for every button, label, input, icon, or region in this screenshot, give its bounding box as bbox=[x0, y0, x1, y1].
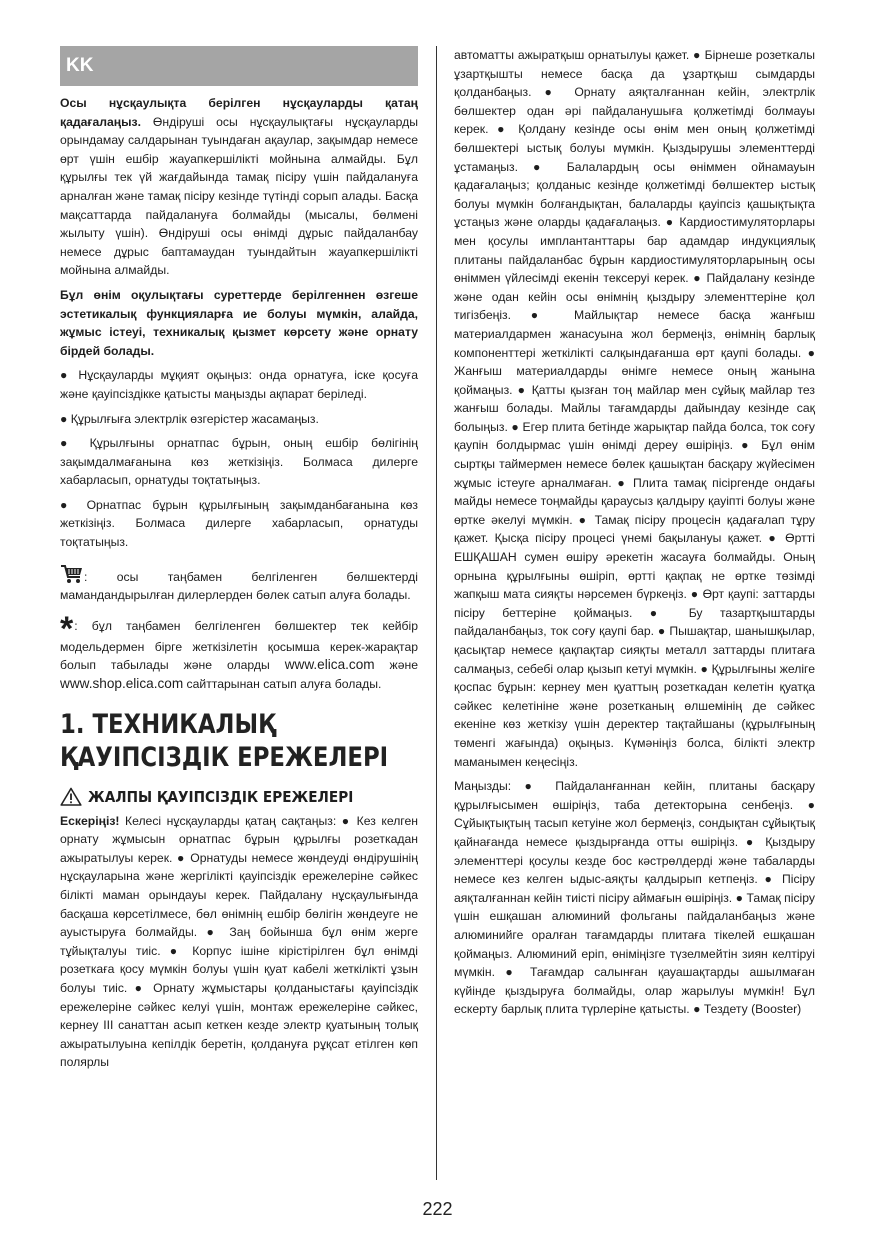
star-note-text: : бұл таңбамен белгіленген бөлшектер тек кейбір модельдермен бірге жеткізілетін қосымша керек-жарақтар болып табылады және оларды bbox=[60, 618, 418, 673]
important-paragraph: Маңызды: ● Пайдаланғаннан кейін, плитаны басқару құрылғысымен өшіріңіз, таба детекторына сенбеңіз. ● Сұйықтықтың тасып кетуіне жол бермеңіз, сондықтан сұйықтық қайнағанда немесе қыздырғанда отты өшіріңіз. ● Қыздыру элементтері қосулы кезде бос кәстрөлдерді және табаларды немесе кез келген ыдыс-аяқты қалдырып кетпеңіз. ● Пісіру аяқталғаннан кейін тиісті пісіру аймағын өшіріңіз. ● Тамақ пісіру үшін ешқашан алюминий фольганы пайдаланбаңыз және алюминийге оралған тағамдарды плитаға тікелей ешқашан қоймаңыз. Алюминий еріп, өніміңізге түзелмейтін зиян келтіруі мүмкін. ● Тағамдар салынған қауашақтарды ашылмаған күйінде қыздыруға болмайды, олар жарылуы мүмкін! Бұл ескерту барлық плита түрлеріне қатысты. ● Тездету (Booster) bbox=[454, 779, 815, 1017]
bullet-item: ● Орнатпас бұрын құрылғының зақымданбағанына көз жеткізіңіз. Болмаса дилерге хабарласып, орнатуды тоқтатыңыз. bbox=[60, 497, 418, 550]
safety-paragraph: автоматты ажыратқыш орнатылуы қажет. ● Бірнеше розеткалы ұзартқышты немесе басқа да ұзартқыш сымдарды қолданбаңыз. ● Орнату аяқталғаннан кейін, электрлік бөлшектер одан әрі пайдаланушыға қолжетімді болмауы керек. ● Қолдану кезінде осы өнім мен оның қолжетімді бөлшектері ыстық болуы мүмкін. Қыздырушы элементтерді ұстамаңыз. ● Балалардың осы өніммен ойнамауын қадағалаңыз; қолданыс кезінде қолжетімді бөлшектер ыстық болуы мүмкін болғандықтан, балаларды қауіпсіз қашықтықта ұстаңыз және оларды қадағалаңыз. ● Кардиостимуляторлары мен қосулы имплантанттары бар адамдар индукциялық плитаны пайдаланбас бұрын кардиостимуляторларының осы өніммен үйлесімді екенін тексеруі керек. ● Пайдалану кезінде және одан кейін осы өнімнің қыздыру элементтеріне қол тигізбеңіз. ● Майлықтар немесе басқа жанғыш материалдармен жанасуына жол бермеңіз, өнімнің барлық компоненттері жеткілікті салқындағанша өрт қаупі болады. ● Жанғыш материалдарды өнімге немесе оның жанына қоймаңыз. ● Қатты қызған тоң майлар мен сұйық майлар тез жанғыш болады. Майлы тағамдарды дайындау кезінде сақ болыңыз. ● Егер плита бетінде жарықтар пайда болса, ток соғу қаупін болдырмас үшін өнімді дереу өшіріңіз. ● Бұл өнім сыртқы таймермен немесе бөлек қашықтан басқару жүйесімен жұмыс істеуге арналмаған. ● Плита тамақ пісіргенде ондағы майды немесе тоңмайды қараусыз қалдыру қауіпті болуы және өртке әкелуі мүмкін. ● Тамақ пісіру процесін қадағалап тұру қажет. Қысқа пісіру процесі үнемі бақылануы қажет. ● Өртті ЕШҚАШАН сумен өшіру әрекетін жасауға болмайды. Оның орнына құрылғыны өшіріп, өртті қақпақ не өртке төзімді жапқыш мата сияқты нәрсемен бүркеңіз. ● Өрт қаупі: заттарды пісіру беттеріне қоймаңыз. ● Бу тазартқыштарды пайдаланбаңыз, ток соғу қаупі бар. ● Пышақтар, шанышқылар, қасықтар немесе қақпақтар сияқты металл заттарды плитаға салмаңыз, себебі олар қызып кетуі мүмкін. ● Құрылғыны желіге қоспас бұрын: кернеу мен қуаттың розеткадан келетін қуатқа сәйкес келетініне және розетканың өлшемінің де сәйкес екеніне көз жеткізу үшін деректер тақтайшаны (құрылғының төменгі жағында) оқыңыз. Күмәніңіз болса, білікті электр маманымен кеңесіңіз. bbox=[454, 48, 815, 769]
language-header bbox=[60, 46, 418, 86]
intro-bold: Осы нұсқаулықта берілген нұсқауларды қатаң қадағалаңыз. bbox=[60, 96, 418, 129]
warning-label: Ескеріңіз! bbox=[60, 813, 120, 828]
cart-symbol-note bbox=[60, 564, 418, 605]
column-divider bbox=[436, 46, 437, 1180]
bullet-item: ● Құрылғыға электрлік өзгерістер жасамаңыз. bbox=[60, 411, 319, 426]
url-joiner: және bbox=[374, 658, 418, 673]
page-number: 222 bbox=[422, 1199, 453, 1219]
subsection-title bbox=[60, 786, 418, 808]
bullet-item: ● Нұсқауларды мұқият оқыңыз: онда орнатуға, іске қосуға және қауіпсіздікке қатысты маңызды ақпарат беріледі. bbox=[60, 368, 418, 401]
left-column bbox=[60, 46, 418, 1078]
subsection-title-text: ЖАЛПЫ ҚАУІПСІЗДІК ЕРЕЖЕЛЕРІ bbox=[88, 787, 354, 806]
language-code: KK bbox=[66, 55, 94, 76]
warning-text: Келесі нұсқауларды қатаң сақтаңыз: ● Кез келген орнату жұмысын орнатпас бұрын құрылғы розеткадан ажыратылуы керек. ● Орнатуды немесе жөндеуді өндірушінің нұсқауларына және жергілікті қауіпсіздік ережелеріне сәйкес білікті маман орындауы керек. Пайдалану нұсқаулығында басқаша көрсетілмесе, бөл өнімнің ешбір бөлігін жөндеуге не ауыстыруға болмайды. ● Заң бойынша бұл өнім жерге тұйықталуы тиіс. ● Корпус ішіне кірістірілген бұл өнімді розеткаға қосу мүмкін болуы үшін қуат кабелі жеткілікті ұзын болуы тиіс. ● Орнату жұмыстары қолданыстағы қауіпсіздік ережелеріне сәйкес келуі үшін, монтаж ережелеріне сәйкес, кернеу III санаттан асып кеткен кезде электр қуатының толық ажыратылуына кепілдік беретін, қолдануға рұқсат етілген көп полярлы bbox=[60, 813, 418, 1070]
elica-link[interactable]: www.elica.com bbox=[284, 657, 375, 673]
aesthetic-notice: Бұл өнім оқулықтағы суреттерде берілгеннен өзгеше эстетикалық функцияларға ие болуы мүмкін, алайда, жұмыс істеуі, техникалық қызмет көрсету және орнату бірдей болады. bbox=[60, 287, 418, 358]
warning-paragraph bbox=[60, 812, 418, 1072]
bullet-item: ● Құрылғыны орнатпас бұрын, оның ешбір бөлігінің зақымдалмағанына көз жеткізіңіз. Болмаса дилерге хабарласып, орнатуды тоқтатыңыз. bbox=[60, 436, 418, 488]
star-note-tail: сайттарынан сатып алуға болады. bbox=[183, 677, 382, 692]
warning-triangle-icon bbox=[60, 787, 82, 806]
star-symbol-note bbox=[60, 609, 418, 694]
right-column bbox=[454, 46, 815, 1025]
intro-paragraph bbox=[60, 94, 418, 280]
intro-text: Өндіруші осы нұсқаулықтағы нұсқауларды орындамау салдарынан туындаған ақаулар, зақымдар немесе өрт үшін ешбір жауапкершілікті мойнына алмайды. Бұл құрылғы тек үй жағдайында тамақ пісіру үшін пайдалануға арналған және тамақ пісіру кезінде түтінді сорып алады. Басқа мақсаттарда пайдалануға болмайды (мысалы, бөлмені жылыту үшін). Өндіруші осы өнімді дұрыс пайдаланбау немесе дұрыс баптамаудан туындайтын жауапкершілікті мойнына алмайды. bbox=[60, 114, 418, 278]
shop-elica-link[interactable]: www.shop.elica.com bbox=[60, 676, 184, 692]
section-title: 1. ТЕХНИКАЛЫҚ ҚАУІПСІЗДІК ЕРЕЖЕЛЕРІ bbox=[60, 708, 389, 773]
shopping-cart-icon bbox=[60, 564, 84, 584]
asterisk-icon: * bbox=[60, 609, 74, 648]
cart-note-text: : осы таңбамен белгіленген бөлшектерді мамандандырылған дилерлерден бөлек сатып алуға болады. bbox=[60, 569, 418, 603]
